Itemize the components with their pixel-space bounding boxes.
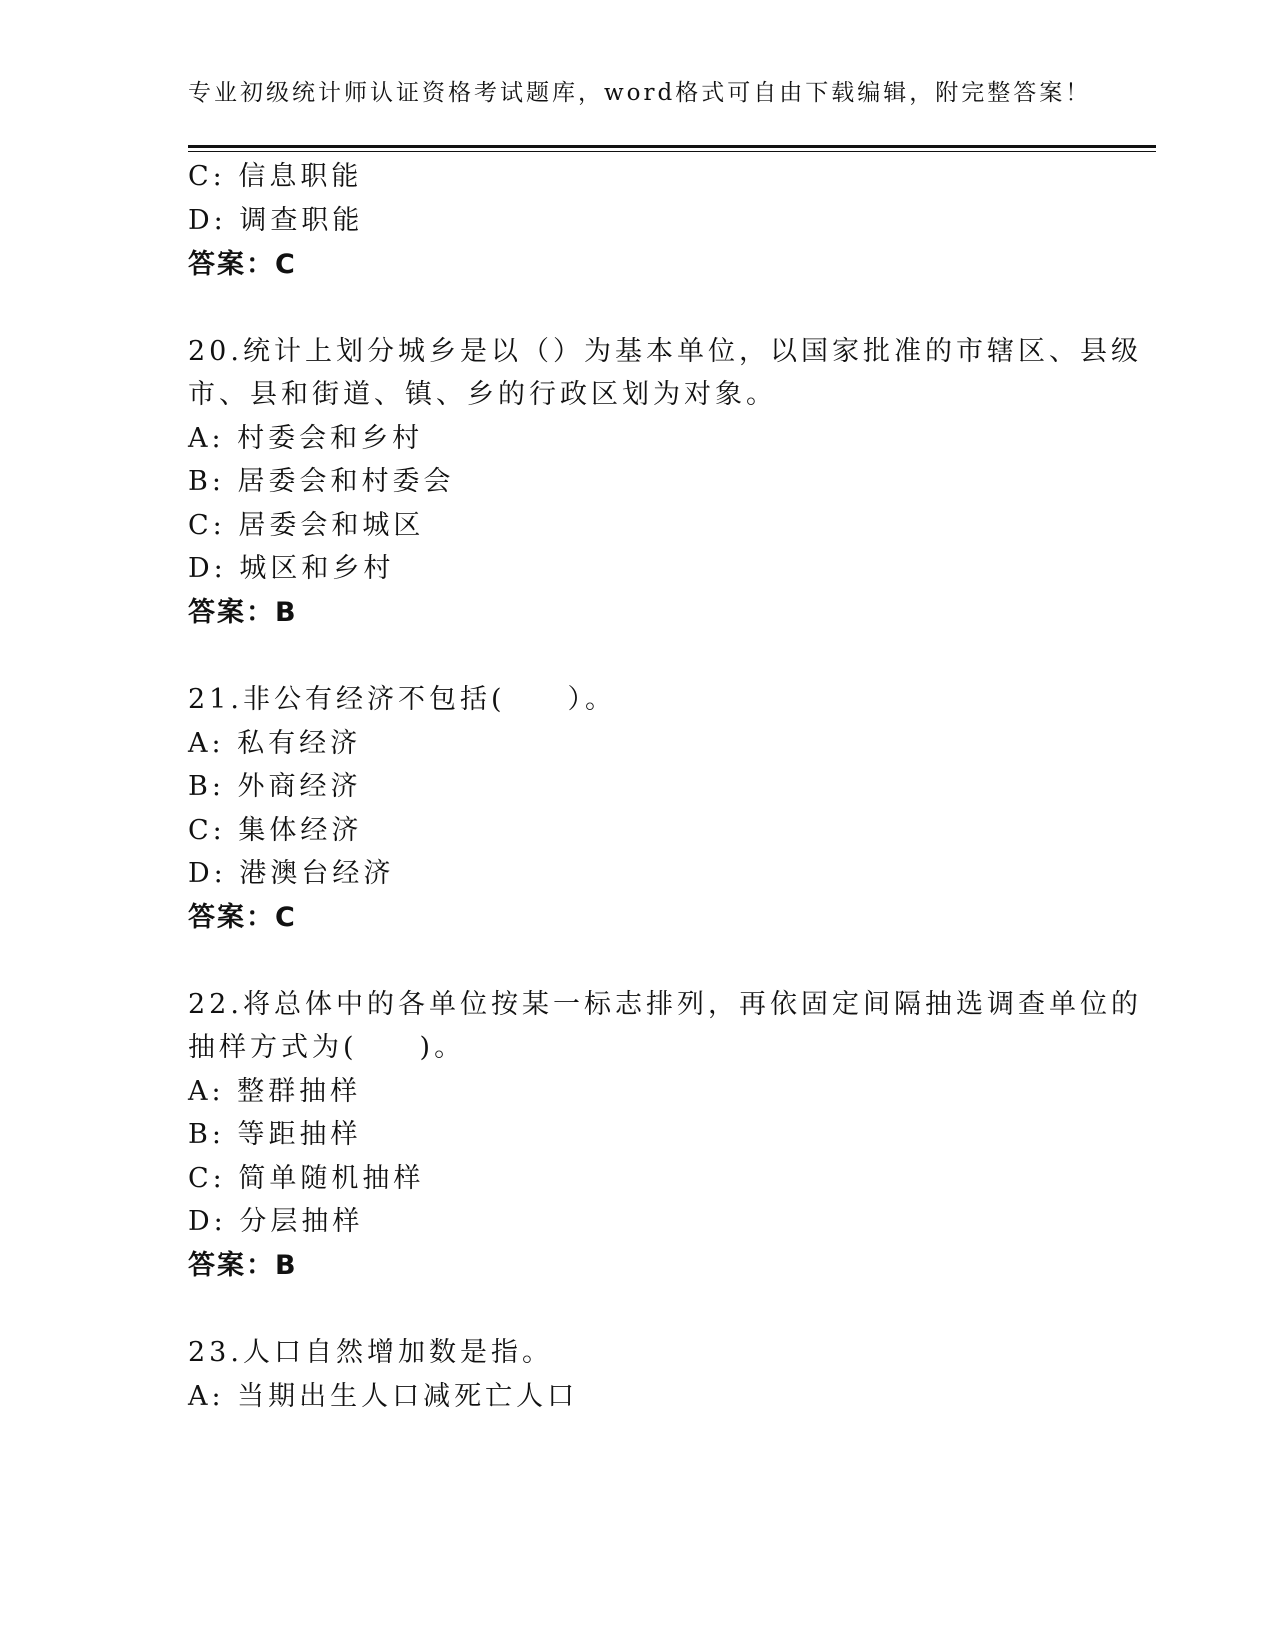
q20-option-c: C: 居委会和城区 <box>188 510 425 541</box>
q20-option-b: B: 居委会和村委会 <box>188 466 455 497</box>
q23-option-a: A: 当期出生人口减死亡人口 <box>188 1381 579 1412</box>
q21-option-c: C: 集体经济 <box>188 815 363 846</box>
q22-option-b: B: 等距抽样 <box>188 1119 362 1150</box>
q20-option-d: D: 城区和乡村 <box>188 553 395 584</box>
q23-stem: 23.人口自然增加数是指。 <box>188 1337 553 1368</box>
q20-stem-line1: 20.统计上划分城乡是以（）为基本单位，以国家批准的市辖区、县级 <box>188 336 1142 367</box>
q21-answer: 答案：C <box>188 902 297 933</box>
q19-answer: 答案：C <box>188 249 297 280</box>
q21-stem: 21.非公有经济不包括( ）。 <box>188 684 616 715</box>
q22-stem-line2: 抽样方式为( )。 <box>188 1032 466 1063</box>
q20-answer: 答案：B <box>188 597 298 628</box>
page-header: 专业初级统计师认证资格考试题库，word格式可自由下载编辑，附完整答案！ <box>188 80 1092 106</box>
q21-option-a: A: 私有经济 <box>188 728 362 759</box>
q22-option-a: A: 整群抽样 <box>188 1076 362 1107</box>
q22-option-c: C: 简单随机抽样 <box>188 1163 425 1194</box>
q21-option-d: D: 港澳台经济 <box>188 858 395 889</box>
q19-option-c: C: 信息职能 <box>188 161 363 192</box>
q20-option-a: A: 村委会和乡村 <box>188 423 424 454</box>
q20-stem-line2: 市、县和街道、镇、乡的行政区划为对象。 <box>188 379 777 410</box>
header-rule-thick <box>188 145 1156 148</box>
q21-option-b: B: 外商经济 <box>188 771 362 802</box>
q22-stem-line1: 22.将总体中的各单位按某一标志排列，再依固定间隔抽选调查单位的 <box>188 989 1142 1020</box>
header-rule-thin <box>188 151 1156 152</box>
q22-option-d: D: 分层抽样 <box>188 1206 364 1237</box>
q22-answer: 答案：B <box>188 1250 298 1281</box>
q19-option-d: D: 调查职能 <box>188 205 364 236</box>
